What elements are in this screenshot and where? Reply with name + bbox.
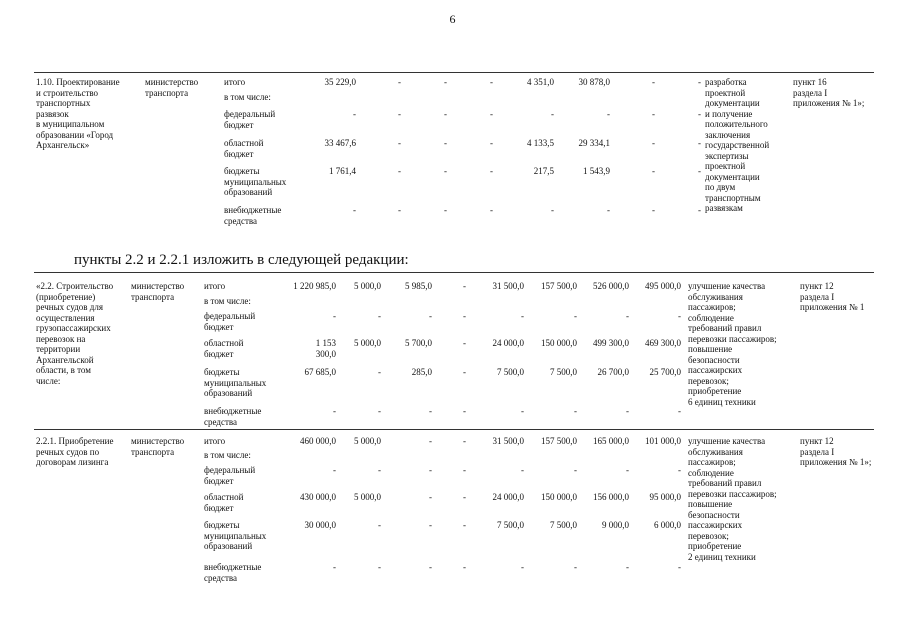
amount-cell: - [429,465,432,475]
amount-cell: 495 000,0 [645,281,681,291]
amount-cell: - [574,311,577,321]
row-label-municipal: бюджеты муниципальных образований [204,520,267,551]
amount-cell: - [429,436,432,446]
amount-cell: 5 985,0 [405,281,432,291]
amount-cell: - [463,562,466,572]
amount-cell: 5 000,0 [354,338,381,348]
row-label-extrabudget: внебюджетные средства [224,205,282,226]
amount-cell: 7 500,0 [550,367,577,377]
amount-cell: - [652,109,655,119]
row-label-regional: областной бюджет [224,138,264,159]
row-label-extrabudget: внебюджетные средства [204,562,262,583]
amount-cell: - [333,311,336,321]
row-label-municipal: бюджеты муниципальных образований [224,166,287,197]
amount-cell: - [698,205,701,215]
amount-cell: - [521,406,524,416]
amount-cell: 24 000,0 [492,492,524,502]
amount-cell: 101 000,0 [645,436,681,446]
measure-result: улучшение качества обслуживания пассажиров; соблюдение требований правил перевозки пассажиров; повышение безопасности пассажирских перевозок; приобретение 6 единиц техники [688,281,777,407]
row-label-total: итого [204,436,226,446]
amount-cell: - [463,406,466,416]
row-label-total: итого [204,281,226,291]
amount-cell: - [429,520,432,530]
measure-reference: пункт 16 раздела I приложения № 1»; [793,77,865,108]
amount-cell: - [398,77,401,87]
amount-cell: - [378,562,381,572]
amount-cell: - [398,166,401,176]
amount-cell: 67 685,0 [304,367,336,377]
amount-cell: 30 878,0 [578,77,610,87]
amount-cell: 1 761,4 [329,166,356,176]
row-label-including: в том числе: [204,296,251,306]
amount-cell: - [698,77,701,87]
top-rule [34,72,874,73]
amount-cell: - [378,465,381,475]
amount-cell: 285,0 [411,367,432,377]
amount-cell: - [353,109,356,119]
amount-cell: 26 700,0 [597,367,629,377]
amount-cell: - [626,311,629,321]
amount-cell: - [521,465,524,475]
amount-cell: - [698,138,701,148]
row-label-including: в том числе: [224,92,271,102]
amount-cell: - [333,406,336,416]
amount-cell: - [429,492,432,502]
amount-cell: - [463,520,466,530]
measure-reference: пункт 12 раздела I приложения № 1»; [800,436,872,467]
amount-cell: - [429,562,432,572]
amount-cell: 9 000,0 [602,520,629,530]
measure-executor: министерство транспорта [145,77,199,98]
row-label-municipal: бюджеты муниципальных образований [204,367,267,398]
amount-cell: 1 153 300,0 [315,338,336,359]
measure-executor: министерство транспорта [131,436,185,457]
amount-cell: 499 300,0 [593,338,629,348]
instruction-heading: пункты 2.2 и 2.2.1 изложить в следующей редакции: [74,252,409,268]
amount-cell: 5 000,0 [354,492,381,502]
amount-cell: - [652,77,655,87]
amount-cell: - [574,406,577,416]
amount-cell: - [444,205,447,215]
amount-cell: - [678,562,681,572]
amount-cell: 156 000,0 [593,492,629,502]
amount-cell: - [463,436,466,446]
amount-cell: - [490,138,493,148]
row-label-federal: федеральный бюджет [204,311,256,332]
amount-cell: - [333,562,336,572]
measure-reference: пункт 12 раздела I приложения № 1 [800,281,865,312]
amount-cell: - [652,205,655,215]
amount-cell: 6 000,0 [654,520,681,530]
amount-cell: 25 700,0 [649,367,681,377]
row-label-total: итого [224,77,246,87]
row-label-federal: федеральный бюджет [204,465,256,486]
amount-cell: 157 500,0 [541,281,577,291]
amount-cell: - [626,562,629,572]
amount-cell: - [463,492,466,502]
amount-cell: 4 351,0 [527,77,554,87]
amount-cell: - [490,77,493,87]
amount-cell: 460 000,0 [300,436,336,446]
measure-executor: министерство транспорта [131,281,185,302]
row-label-regional: областной бюджет [204,338,244,359]
amount-cell: - [444,109,447,119]
amount-cell: - [521,311,524,321]
amount-cell: - [463,281,466,291]
amount-cell: - [378,311,381,321]
amount-cell: - [378,520,381,530]
amount-cell: 526 000,0 [593,281,629,291]
amount-cell: - [490,205,493,215]
amount-cell: - [698,166,701,176]
row-label-regional: областной бюджет [204,492,244,513]
amount-cell: 1 543,9 [583,166,610,176]
amount-cell: 430 000,0 [300,492,336,502]
amount-cell: - [378,406,381,416]
section-rule [34,272,874,273]
amount-cell: 5 000,0 [354,436,381,446]
row-label-extrabudget: внебюджетные средства [204,406,262,427]
amount-cell: 31 500,0 [492,436,524,446]
amount-cell: - [429,406,432,416]
amount-cell: - [463,311,466,321]
amount-cell: 4 133,5 [527,138,554,148]
amount-cell: - [626,406,629,416]
amount-cell: - [678,406,681,416]
amount-cell: - [463,367,466,377]
amount-cell: 5 000,0 [354,281,381,291]
amount-cell: 7 500,0 [497,520,524,530]
amount-cell: - [378,367,381,377]
amount-cell: 5 700,0 [405,338,432,348]
amount-cell: - [551,205,554,215]
row-label-federal: федеральный бюджет [224,109,276,130]
amount-cell: - [678,465,681,475]
measure-name: 2.2.1. Приобретение речных судов по договорам лизинга [36,436,114,467]
amount-cell: 29 334,1 [578,138,610,148]
amount-cell: - [444,77,447,87]
amount-cell: - [398,109,401,119]
amount-cell: - [490,166,493,176]
amount-cell: - [626,465,629,475]
amount-cell: 469 300,0 [645,338,681,348]
amount-cell: - [652,166,655,176]
amount-cell: 157 500,0 [541,436,577,446]
amount-cell: 217,5 [533,166,554,176]
amount-cell: 35 229,0 [324,77,356,87]
amount-cell: 7 500,0 [497,367,524,377]
measure-name: 1.10. Проектирование и строительство транспортных развязок в муниципальном образовании «Город Архангельск» [36,77,120,150]
amount-cell: 33 467,6 [324,138,356,148]
amount-cell: - [652,138,655,148]
amount-cell: - [398,205,401,215]
amount-cell: 150 000,0 [541,492,577,502]
measure-name: «2.2. Строительство (приобретение) речных судов для осуществления грузопассажирских перевозок на территории Архангельской области, в том числе: [36,281,114,386]
row-label-including: в том числе: [204,450,251,460]
amount-cell: - [521,562,524,572]
amount-cell: - [574,562,577,572]
amount-cell: - [398,138,401,148]
amount-cell: 165 000,0 [593,436,629,446]
amount-cell: 1 220 985,0 [293,281,336,291]
amount-cell: - [698,109,701,119]
amount-cell: 7 500,0 [550,520,577,530]
amount-cell: - [463,465,466,475]
amount-cell: - [551,109,554,119]
amount-cell: - [463,338,466,348]
amount-cell: - [429,311,432,321]
amount-cell: 31 500,0 [492,281,524,291]
page-number: 6 [449,12,456,26]
amount-cell: 150 000,0 [541,338,577,348]
amount-cell: - [444,166,447,176]
section-rule [34,429,874,430]
measure-result: разработка проектной документации и получение положительного заключения государственной экспертизы проектной документации по двум транспортным развязкам [705,77,770,213]
amount-cell: - [490,109,493,119]
amount-cell: - [333,465,336,475]
amount-cell: - [444,138,447,148]
amount-cell: 24 000,0 [492,338,524,348]
amount-cell: - [607,109,610,119]
amount-cell: 30 000,0 [304,520,336,530]
amount-cell: 95 000,0 [649,492,681,502]
amount-cell: - [607,205,610,215]
amount-cell: - [353,205,356,215]
measure-result: улучшение качества обслуживания пассажиров; соблюдение требований правил перевозки пассажиров; повышение безопасности пассажирских перевозок; приобретение 2 единиц техники [688,436,777,562]
amount-cell: - [678,311,681,321]
amount-cell: - [574,465,577,475]
